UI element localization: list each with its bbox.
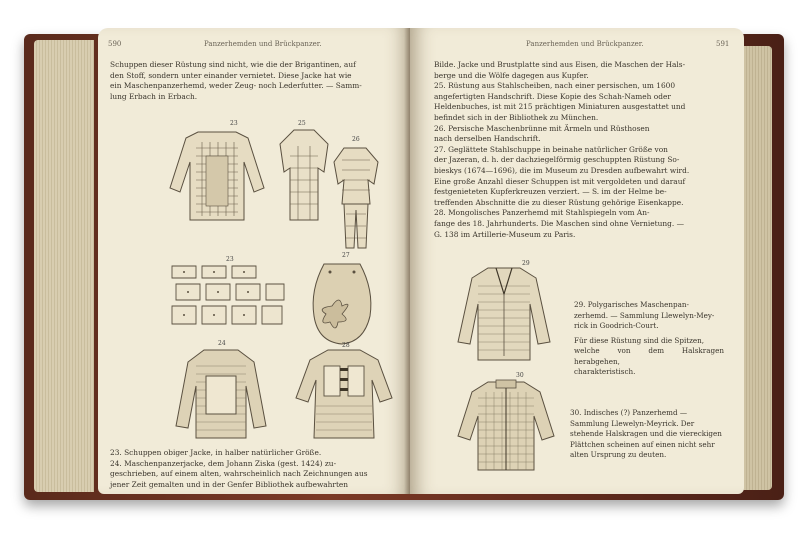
text-line: treffenden Abschnitte die zu dieser Rüstung gehörige Eisenkappe. [434, 197, 684, 207]
figure-mail-with-hose [330, 144, 382, 250]
text-line: geschrieben, auf einem alten, wahrscheinlich nach Zeichnungen aus [110, 469, 368, 479]
text-line: 23. Schuppen obiger Jacke, in halber natürlicher Größe. [110, 448, 322, 457]
text-line: Schuppen dieser Rüstung sind nicht, wie die der Brigantinen, auf [110, 60, 356, 69]
caption-line: Plättchen scheinen auf einen nicht sehr [570, 439, 715, 449]
open-book [24, 24, 784, 502]
text-line: bieskys (1674—1696), die im Museum zu Dresden aufbewahrt wird. [434, 165, 690, 175]
figure-indian-mail-shirt [454, 378, 558, 474]
figure-single-scale [304, 260, 380, 346]
text-line: festgenieteten Kupferkreuzen verziert. — S. im der Helme be- [434, 187, 667, 197]
figure-mongolian-shirt [294, 346, 394, 446]
figure-polygar-mail-shirt [456, 264, 552, 364]
figure-number: 25 [298, 120, 306, 127]
left-bottom-text [110, 448, 400, 490]
text-line: 28. Mongolisches Panzerhemd mit Stahlspiegeln vom An- [434, 208, 650, 218]
text-line: Eine große Anzahl dieser Schuppen ist mit vergoldeten und darauf [434, 176, 686, 186]
figure-number: 23 [230, 120, 238, 127]
text-line: angefertigten Handschrift. Diese Kopie des Schah-Nameh oder [434, 91, 671, 101]
text-line: der Jazeran, d. h. der dachziegelförmig geschuppten Rüstung So- [434, 155, 680, 165]
text-line: nach derselben Handschrift. [434, 134, 541, 144]
text-line: 26. Persische Maschenbrünne mit Ärmeln und Rüsthosen [434, 123, 650, 133]
right-running-head: Panzerhemden und Brückpanzer. [526, 40, 644, 48]
figure-scale-jacket [168, 128, 266, 224]
caption-line: charakteristisch. [574, 367, 636, 376]
text-line: jener Zeit gemalten und in der Genfer Bibliothek aufbewahrten [110, 479, 349, 489]
text-line: den Stoff, sondern unter einander vernietet. Diese Jacke hat wie [110, 70, 352, 80]
right-page [410, 28, 744, 494]
text-line: ein Maschenpanzerhemd, weder Zeug- noch Lederfutter. — Samm- [110, 81, 362, 91]
right-page-number: 591 [716, 40, 730, 48]
caption-29 [574, 300, 724, 378]
caption-line: Für diese Rüstung sind die Spitzen, [574, 335, 705, 345]
left-running-head: Panzerhemden und Brückpanzer. [204, 40, 322, 48]
left-page-number: 590 [108, 40, 122, 48]
text-line: befindet sich in der Bibliothek zu München. [434, 112, 599, 122]
text-line: lung Erbach in Erbach. [110, 91, 198, 101]
figure-scales-detail [168, 260, 288, 330]
caption-line: welche von dem Halskragen herabgehen, [574, 346, 724, 366]
text-line: G. 138 im Artillerie-Museum zu Paris. [434, 229, 576, 239]
caption-line: 29. Polygarisches Maschenpan- [574, 300, 689, 309]
figure-number: 30 [516, 372, 524, 379]
caption-line: zerhemd. — Sammlung Llewelyn-Mey- [574, 310, 715, 320]
page-edges-left [34, 40, 94, 492]
figure-number: 28 [342, 342, 350, 349]
text-line: Bilde. Jacke und Brustplatte sind aus Eisen, die Maschen der Hals- [434, 60, 686, 69]
text-line: 25. Rüstung aus Stahlscheiben, nach einer persischen, um 1600 [434, 81, 676, 91]
figure-disc-armor [278, 126, 330, 224]
text-line: Heldenbuches, ist mit 215 prächtigen Miniaturen ausgestattet und [434, 102, 686, 112]
caption-line: 30. Indisches (?) Panzerhemd — [570, 408, 688, 417]
figure-number: 29 [522, 260, 530, 267]
figure-number: 27 [342, 252, 350, 259]
text-line: 24. Maschenpanzerjacke, dem Johann Ziska (gest. 1424) zu- [110, 458, 337, 468]
caption-line: stehende Halskragen und die viereckigen [570, 429, 722, 438]
text-line: berge und die Wölfe dagegen aus Kupfer. [434, 70, 589, 80]
caption-line: alten Ursprung zu deuten. [570, 450, 667, 459]
right-top-text [434, 60, 730, 240]
left-top-text [110, 60, 400, 102]
caption-30 [570, 408, 724, 461]
text-line: fange des 18. Jahrhunderts. Die Maschen sind ohne Vernietung. — [434, 218, 684, 228]
text-line: 27. Geglättete Stahlschuppe in beinahe natürlicher Größe von [434, 144, 668, 154]
caption-line: rick in Goodrich-Court. [574, 321, 659, 330]
figure-number: 23 [226, 256, 234, 263]
figure-number: 26 [352, 136, 360, 143]
left-page [98, 28, 410, 494]
caption-line: Sammlung Llewelyn-Meyrick. Der [570, 418, 695, 428]
figure-number: 24 [218, 340, 226, 347]
figure-mail-jacket-plate [174, 346, 268, 442]
